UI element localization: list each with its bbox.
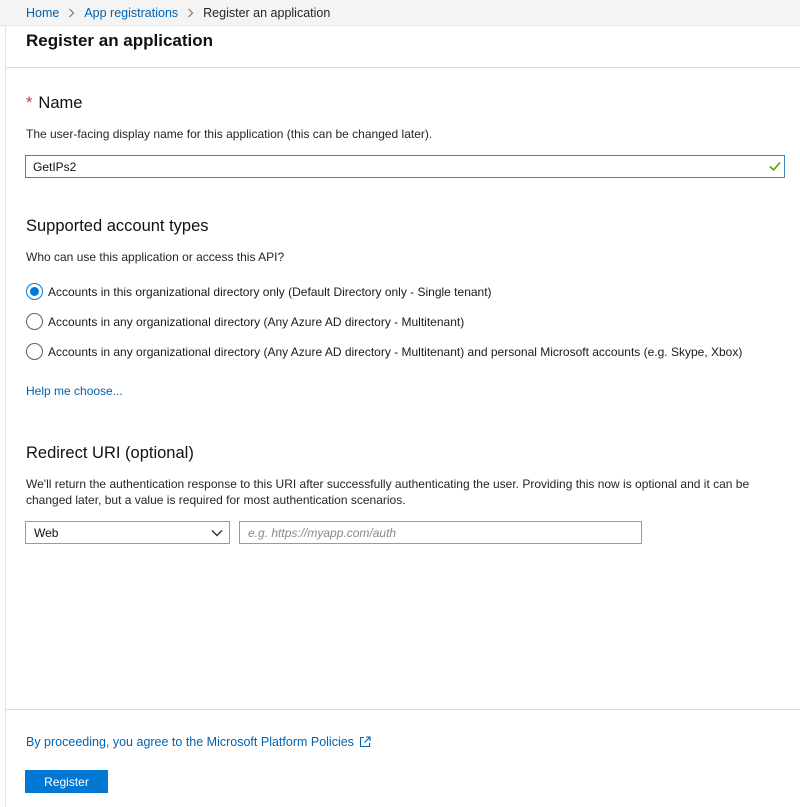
external-link-icon bbox=[359, 736, 371, 748]
name-heading-label: Name bbox=[38, 94, 83, 112]
chevron-right-icon bbox=[187, 8, 194, 18]
chevron-down-icon bbox=[211, 529, 223, 537]
redirect-uri-description-line2: changed later, but a value is required for most authentication scenarios. bbox=[26, 493, 406, 507]
name-heading bbox=[26, 94, 82, 113]
platform-policies-link[interactable] bbox=[26, 735, 371, 749]
chevron-right-icon bbox=[68, 8, 75, 18]
account-type-option-multitenant[interactable] bbox=[26, 313, 464, 330]
register-button[interactable]: Register bbox=[25, 770, 108, 793]
radio-button-selected[interactable] bbox=[26, 283, 43, 300]
platform-select[interactable] bbox=[25, 521, 230, 544]
redirect-uri-heading: Redirect URI (optional) bbox=[26, 444, 194, 462]
required-marker: * bbox=[26, 94, 33, 112]
account-type-label: Accounts in any organizational directory (Any Azure AD directory - Multitenant) bbox=[48, 314, 465, 329]
header-divider bbox=[5, 67, 800, 68]
help-me-choose-link[interactable]: Help me choose... bbox=[26, 384, 123, 398]
radio-button[interactable] bbox=[26, 313, 43, 330]
page-title: Register an application bbox=[26, 31, 214, 50]
breadcrumb bbox=[0, 0, 800, 26]
platform-select-value: Web bbox=[34, 525, 59, 540]
radio-button[interactable] bbox=[26, 343, 43, 360]
checkmark-icon bbox=[768, 159, 782, 173]
account-type-option-multitenant-personal[interactable] bbox=[26, 343, 742, 360]
account-types-heading: Supported account types bbox=[26, 217, 209, 235]
name-description: The user-facing display name for this application (this can be changed later). bbox=[26, 127, 433, 141]
platform-policies-text: By proceeding, you agree to the Microsoft Platform Policies bbox=[26, 735, 354, 749]
account-type-label: Accounts in any organizational directory (Any Azure AD directory - Multitenant) and personal Microsoft accounts (e.g. Skype, Xbox) bbox=[48, 344, 743, 359]
name-input[interactable] bbox=[25, 155, 785, 178]
redirect-uri-input[interactable] bbox=[239, 521, 642, 544]
redirect-uri-description-line1: We'll return the authentication response to this URI after successfully authenticating the user. Providing this now is optional and it can be bbox=[26, 477, 750, 491]
footer-divider bbox=[5, 709, 800, 710]
account-type-label: Accounts in this organizational directory only (Default Directory only - Single tenant) bbox=[48, 284, 492, 299]
left-border bbox=[5, 26, 6, 807]
breadcrumb-current: Register an application bbox=[203, 5, 331, 20]
radio-dot bbox=[30, 287, 39, 296]
breadcrumb-app-registrations-link[interactable]: App registrations bbox=[84, 5, 179, 20]
account-type-option-single-tenant[interactable] bbox=[26, 283, 492, 300]
breadcrumb-home-link[interactable]: Home bbox=[26, 5, 60, 20]
account-types-question: Who can use this application or access this API? bbox=[26, 250, 285, 264]
